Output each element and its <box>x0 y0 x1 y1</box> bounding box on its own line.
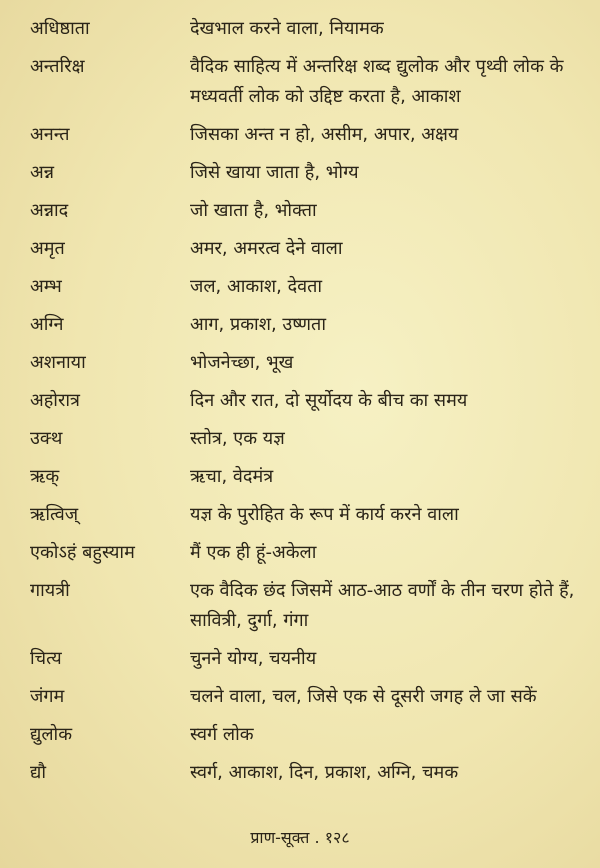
glossary-term: ऋक् <box>30 466 60 487</box>
glossary-term: अमृत <box>30 238 65 259</box>
glossary-definition: जो खाता है, भोक्ता <box>190 200 317 221</box>
glossary-entry <box>30 644 575 674</box>
glossary-term: चित्य <box>30 648 62 669</box>
glossary-definition: स्वर्ग लोक <box>190 724 254 745</box>
glossary-term: अशनाया <box>30 352 86 373</box>
glossary-list <box>30 14 575 788</box>
glossary-definition: जिसे खाया जाता है, भोग्य <box>190 162 359 183</box>
glossary-term: अन्नाद <box>30 200 69 221</box>
glossary-term: अनन्त <box>30 124 70 145</box>
glossary-term: उक्थ <box>30 428 63 449</box>
glossary-definition: आग, प्रकाश, उष्णता <box>190 314 326 335</box>
glossary-entry <box>30 14 575 44</box>
glossary-term: अहोरात्र <box>30 390 80 411</box>
glossary-definition: चुनने योग्य, चयनीय <box>190 648 317 669</box>
glossary-definition: दिन और रात, दो सूर्योदय के बीच का समय <box>190 390 468 411</box>
glossary-term: अन्तरिक्ष <box>30 56 85 77</box>
glossary-definition: यज्ञ के पुरोहित के रूप में कार्य करने वाला <box>190 504 459 525</box>
page-footer: प्राण-सूक्त . १२८ <box>250 828 350 847</box>
glossary-entry <box>30 234 575 264</box>
glossary-term: अग्नि <box>30 314 64 335</box>
glossary-term: अन्न <box>30 162 55 183</box>
glossary-term: ऋत्विज् <box>30 504 79 525</box>
glossary-term: द्यौ <box>30 762 47 783</box>
glossary-term: जंगम <box>30 686 65 707</box>
glossary-definition: एक वैदिक छंद जिसमें आठ-आठ वर्णों के तीन चरण होते हैं, सावित्री, दुर्गा, गंगा <box>190 580 575 631</box>
glossary-definition: स्तोत्र, एक यज्ञ <box>190 428 285 449</box>
glossary-term: अधिष्ठाता <box>30 18 90 39</box>
glossary-definition: भोजनेच्छा, भूख <box>190 352 294 373</box>
glossary-definition: अमर, अमरत्व देने वाला <box>190 238 343 259</box>
glossary-entry <box>30 462 575 492</box>
glossary-definition: जल, आकाश, देवता <box>190 276 323 297</box>
glossary-entry <box>30 120 575 150</box>
glossary-entry <box>30 720 575 750</box>
glossary-entry <box>30 576 575 636</box>
glossary-definition: मैं एक ही हूं-अकेला <box>190 542 317 563</box>
glossary-definition: देखभाल करने वाला, नियामक <box>190 18 384 39</box>
glossary-entry <box>30 758 575 788</box>
glossary-definition: स्वर्ग, आकाश, दिन, प्रकाश, अग्नि, चमक <box>190 762 459 783</box>
glossary-entry <box>30 52 575 112</box>
glossary-entry <box>30 196 575 226</box>
glossary-entry <box>30 682 575 712</box>
glossary-entry <box>30 348 575 378</box>
glossary-definition: ऋचा, वेदमंत्र <box>190 466 274 487</box>
glossary-term: गायत्री <box>30 580 70 601</box>
glossary-term: एकोऽहं बहुस्याम <box>30 542 135 563</box>
glossary-entry <box>30 386 575 416</box>
glossary-entry <box>30 310 575 340</box>
glossary-entry <box>30 500 575 530</box>
glossary-definition: वैदिक साहित्य में अन्तरिक्ष शब्द द्युलोक और पृथ्वी लोक के मध्यवर्ती लोक को उद्दिष्ट करता है, आकाश <box>190 56 564 107</box>
glossary-definition: चलने वाला, चल, जिसे एक से दूसरी जगह ले जा सकें <box>190 686 537 707</box>
glossary-entry <box>30 424 575 454</box>
glossary-term: द्युलोक <box>30 724 73 745</box>
glossary-entry <box>30 158 575 188</box>
glossary-entry <box>30 538 575 568</box>
glossary-entry <box>30 272 575 302</box>
glossary-definition: जिसका अन्त न हो, असीम, अपार, अक्षय <box>190 124 459 145</box>
glossary-term: अम्भ <box>30 276 62 297</box>
